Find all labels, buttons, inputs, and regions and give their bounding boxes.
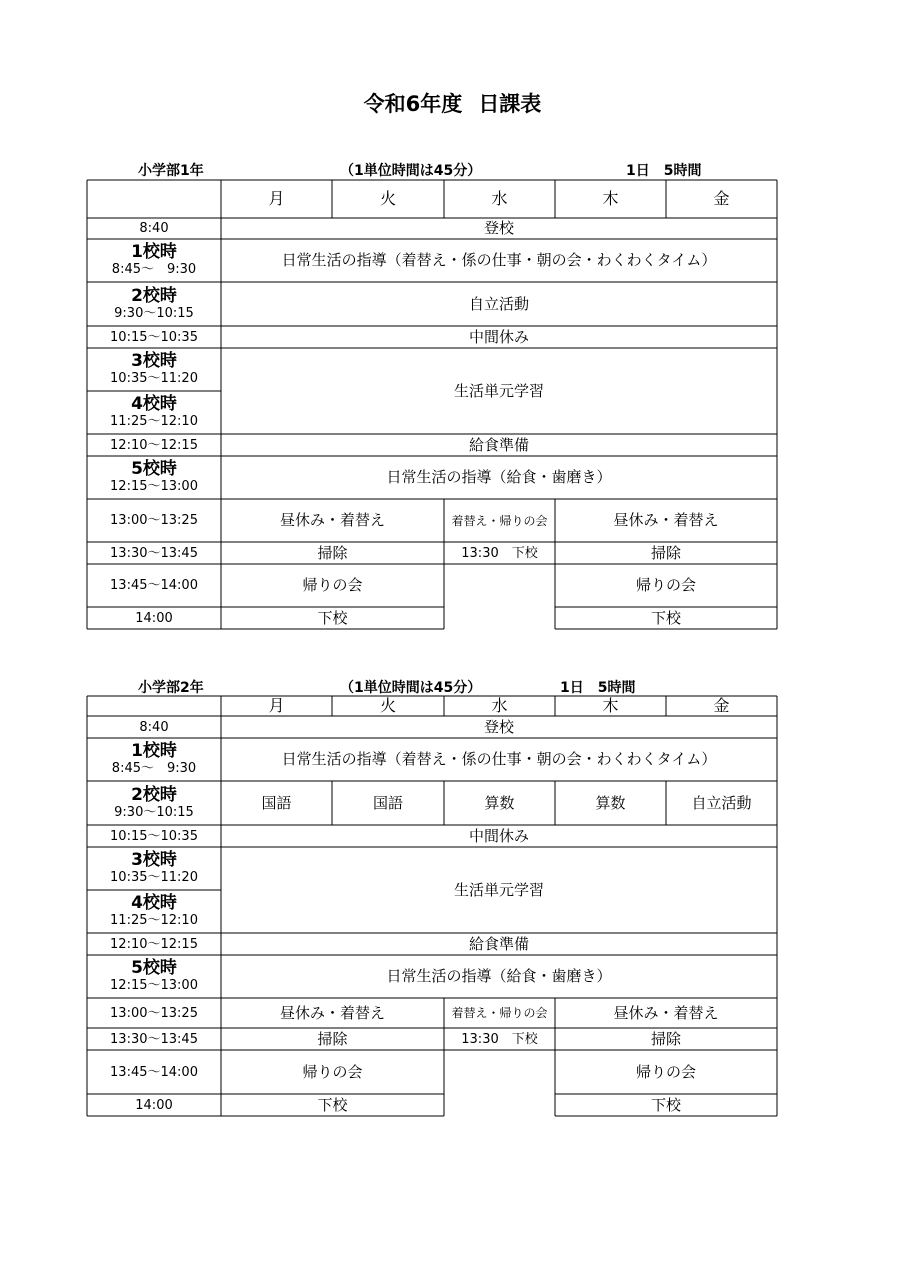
period-time: 8:45～ 9:30 bbox=[111, 761, 197, 777]
activity-cell: 給食準備 bbox=[468, 435, 529, 454]
activity-cell: 中間休み bbox=[468, 327, 529, 346]
grade-label: 小学部2年 bbox=[138, 680, 204, 696]
time-cell: 14:00 bbox=[135, 610, 173, 626]
time-cell: 14:00 bbox=[135, 1097, 173, 1113]
period-cell bbox=[87, 456, 221, 499]
period-label: 4校時 bbox=[131, 893, 177, 914]
period-time: 12:15～13:00 bbox=[110, 479, 198, 495]
activity-cell: 帰りの会 bbox=[302, 1062, 363, 1081]
activity-cell: 下校 bbox=[650, 1095, 681, 1114]
activity-cell: 帰りの会 bbox=[635, 576, 696, 594]
time-cell: 13:00～13:25 bbox=[110, 1005, 198, 1021]
period-label: 1校時 bbox=[131, 242, 177, 263]
subject-cell: 算数 bbox=[595, 793, 626, 812]
period-time: 11:25～12:10 bbox=[110, 414, 198, 430]
subject-cell: 自立活動 bbox=[691, 793, 752, 812]
time-cell: 13:30～13:45 bbox=[110, 1031, 198, 1047]
activity-cell: 自立活動 bbox=[468, 294, 529, 313]
activity-cell: 生活単元学習 bbox=[453, 381, 544, 400]
activity-cell: 下校 bbox=[317, 1095, 348, 1114]
time-cell: 8:40 bbox=[139, 221, 169, 236]
activity-cell: 下校 bbox=[317, 608, 348, 627]
period-cell bbox=[87, 847, 221, 890]
activity-cell: 日常生活の指導（着替え・係の仕事・朝の会・わくわくタイム） bbox=[281, 251, 717, 269]
day-header-thu: 木 bbox=[602, 696, 619, 715]
day-header-tue: 火 bbox=[379, 189, 396, 208]
time-cell: 12:10～12:15 bbox=[110, 437, 198, 453]
period-label: 5校時 bbox=[131, 459, 177, 480]
activity-cell: 昼休み・着替え bbox=[279, 1003, 385, 1022]
time-cell: 13:45～14:00 bbox=[110, 1064, 198, 1080]
period-cell bbox=[87, 239, 221, 282]
activity-cell: 登校 bbox=[483, 717, 514, 736]
period-time: 10:35～11:20 bbox=[110, 371, 198, 387]
period-label: 2校時 bbox=[131, 285, 177, 306]
time-cell: 10:15～10:35 bbox=[110, 329, 198, 345]
activity-cell: 着替え・帰りの会 bbox=[451, 1006, 548, 1020]
activity-cell: 13:30 下校 bbox=[461, 1031, 538, 1047]
activity-cell: 下校 bbox=[650, 608, 681, 627]
time-cell: 10:15～10:35 bbox=[110, 828, 198, 844]
period-time: 8:45～ 9:30 bbox=[111, 262, 197, 278]
day-header-mon: 月 bbox=[268, 696, 285, 715]
time-cell: 13:30～13:45 bbox=[110, 545, 198, 561]
period-time: 10:35～11:20 bbox=[110, 870, 198, 886]
period-cell bbox=[87, 955, 221, 998]
period-time: 11:25～12:10 bbox=[110, 913, 198, 929]
grade-label: 小学部1年 bbox=[138, 163, 204, 179]
period-cell bbox=[87, 348, 221, 391]
period-time: 9:30～10:15 bbox=[114, 804, 194, 820]
period-label: 4校時 bbox=[131, 394, 177, 415]
page-title: 令和6年度 日課表 bbox=[363, 92, 542, 116]
unit-note: （1単位時間は45分） bbox=[340, 163, 482, 179]
day-header-fri: 金 bbox=[713, 189, 730, 208]
activity-cell: 掃除 bbox=[317, 543, 348, 562]
time-cell: 8:40 bbox=[139, 719, 169, 735]
activity-cell: 13:30 下校 bbox=[461, 545, 538, 561]
activity-cell: 掃除 bbox=[650, 543, 681, 562]
activity-cell: 昼休み・着替え bbox=[613, 1003, 719, 1022]
period-label: 3校時 bbox=[131, 351, 177, 372]
period-cell bbox=[87, 282, 221, 326]
period-cell bbox=[87, 391, 221, 434]
activity-cell: 着替え・帰りの会 bbox=[451, 513, 548, 528]
period-label: 3校時 bbox=[131, 850, 177, 871]
day-header-thu: 木 bbox=[602, 189, 619, 208]
activity-cell: 登校 bbox=[483, 219, 514, 237]
time-cell: 13:45～14:00 bbox=[110, 578, 198, 593]
unit-note: （1単位時間は45分） bbox=[340, 680, 482, 696]
activity-cell: 昼休み・着替え bbox=[279, 511, 385, 529]
activity-cell: 生活単元学習 bbox=[453, 880, 544, 899]
activity-cell: 中間休み bbox=[468, 826, 529, 845]
subject-cell: 算数 bbox=[484, 793, 515, 812]
day-summary: 1日 5時間 bbox=[626, 163, 702, 179]
activity-cell: 帰りの会 bbox=[302, 576, 363, 594]
time-cell: 12:10～12:15 bbox=[110, 936, 198, 952]
day-header-wed: 水 bbox=[491, 189, 508, 208]
subject-cell: 国語 bbox=[372, 793, 403, 812]
day-header-wed: 水 bbox=[491, 696, 508, 715]
day-header-fri: 金 bbox=[713, 696, 730, 715]
activity-cell: 日常生活の指導（着替え・係の仕事・朝の会・わくわくタイム） bbox=[281, 750, 717, 768]
day-header-mon: 月 bbox=[268, 189, 285, 208]
period-cell bbox=[87, 890, 221, 933]
period-label: 5校時 bbox=[131, 958, 177, 979]
activity-cell: 日常生活の指導（給食・歯磨き） bbox=[386, 967, 612, 985]
activity-cell: 給食準備 bbox=[468, 934, 529, 953]
period-cell bbox=[87, 781, 221, 825]
time-cell: 13:00～13:25 bbox=[110, 513, 198, 528]
day-summary: 1日 5時間 bbox=[560, 680, 636, 696]
period-cell bbox=[87, 738, 221, 781]
period-time: 12:15～13:00 bbox=[110, 978, 198, 994]
activity-cell: 掃除 bbox=[317, 1029, 348, 1048]
activity-cell: 掃除 bbox=[650, 1029, 681, 1048]
activity-cell: 帰りの会 bbox=[635, 1062, 696, 1081]
period-label: 2校時 bbox=[131, 784, 177, 805]
subject-cell: 国語 bbox=[261, 793, 292, 812]
period-label: 1校時 bbox=[131, 741, 177, 762]
activity-cell: 日常生活の指導（給食・歯磨き） bbox=[386, 468, 612, 486]
activity-cell: 昼休み・着替え bbox=[613, 511, 719, 529]
day-header-tue: 火 bbox=[379, 696, 396, 715]
period-time: 9:30～10:15 bbox=[114, 305, 194, 321]
